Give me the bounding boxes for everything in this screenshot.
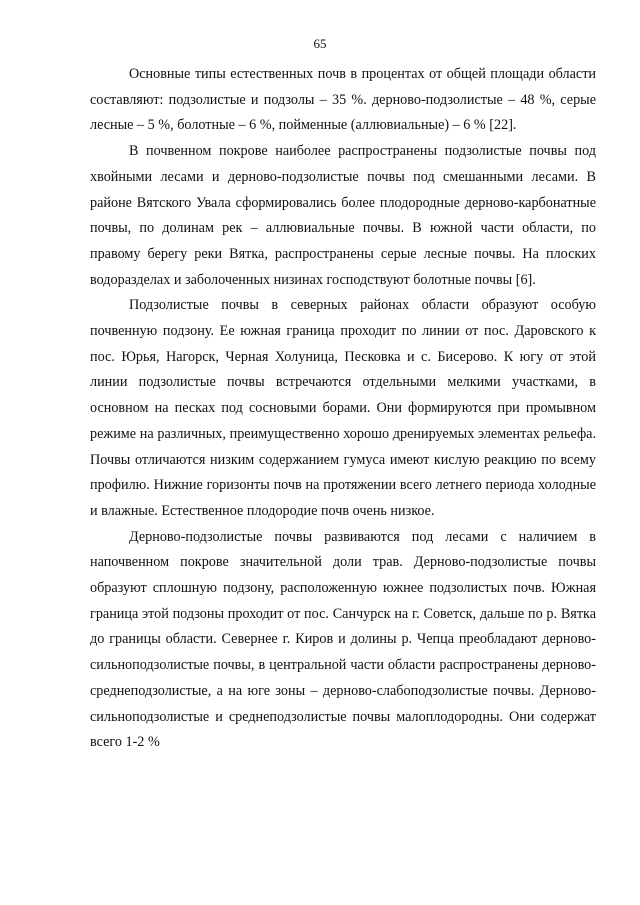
paragraph-sod-podzolic-soils: Дерново-подзолистые почвы развиваются под лесами с наличием в напочвенном покрове значительной доли трав. Дерново-подзолистые почвы образуют сплошную подзону, расположенную южнее подзолистых почв. Южная граница этой подзоны проходит от пос. Санчурск на г. Советск, дальше по р. Вятка до границы области. Севернее г. Киров и долины р. Чепца преобладают дерново-сильноподзолистые почвы, в центральной части области распространены дерново-среднеподзолистые, а на юге зоны – дерново-слабоподзолистые почвы. Дерново-сильноподзолистые и среднеподзолистые почвы малоплодородны. Они содержат всего 1-2 % <box>90 528 596 751</box>
paragraph-soil-cover: В почвенном покрове наиболее распространены подзолистые почвы под хвойными лесами и дерново-подзолистые почвы под смешанными лесами. В районе Вятского Увала сформировались более плодородные дерново-карбонатные почвы, по долинам рек – аллювиальные почвы. В южной части области, по правому берегу реки Вятка, распространены серые лесные почвы. На плоских водоразделах и заболоченных низинах господствуют болотные почвы [6]. <box>90 143 596 288</box>
paragraph-podzolic-soils: Подзолистые почвы в северных районах области образуют особую почвенную подзону. Ее южная граница проходит по линии от пос. Даровского к пос. Юрья, Нагорск, Черная Холуница, Песковка и с. Бисерово. К югу от этой линии подзолистые почвы встречаются отдельными мелкими участками, в основном на песках под сосновыми борами. Они формируются при промывном режиме на различных, преимущественно хорошо дренируемых элементах рельефа. Почвы отличаются низким содержанием гумуса имеют кислую реакцию по всему профилю. Нижние горизонты почв на протяжении всего летнего периода холодные и влажные. Естественное плодородие почв очень низкое. <box>90 297 596 519</box>
paragraph-soil-types: Основные типы естественных почв в процентах от общей площади области составляют: подзолистые и подзолы – 35 %. дерново-подзолистые – 48 %, серые лесные – 5 %, болотные – 6 %, пойменные (аллювиальные) – 6 % [22]. <box>90 66 596 134</box>
page-number: 65 <box>313 36 327 51</box>
document-body <box>90 62 596 756</box>
